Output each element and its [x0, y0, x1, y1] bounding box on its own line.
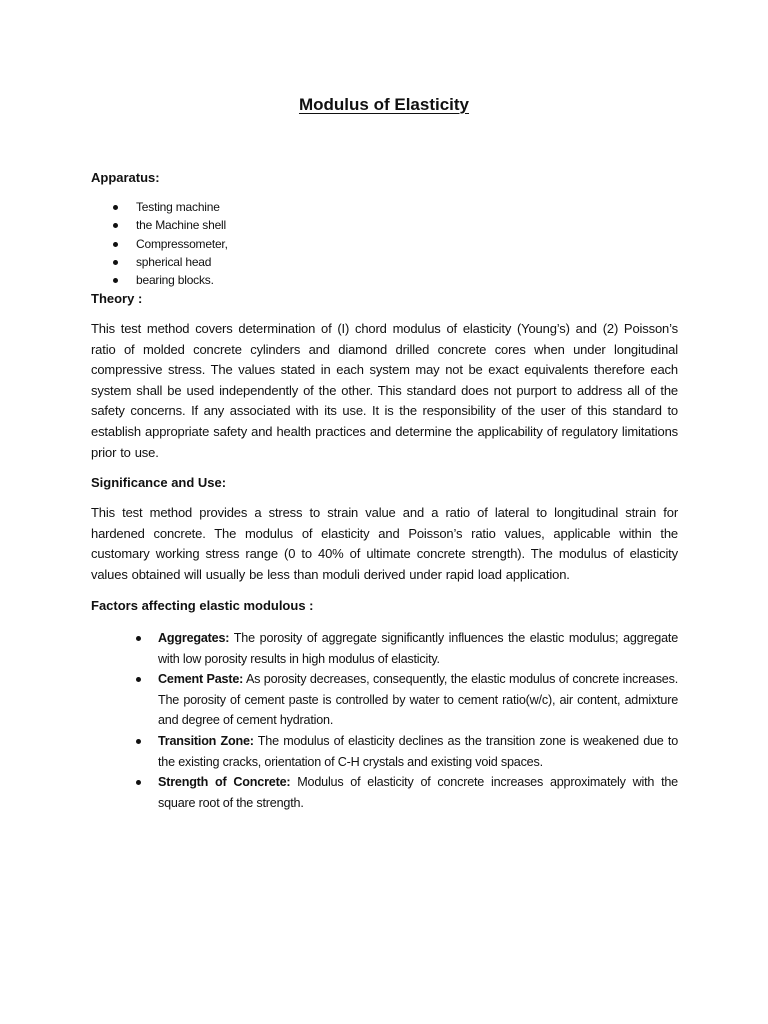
factor-term: Cement Paste: — [158, 672, 244, 687]
apparatus-list — [91, 198, 228, 289]
apparatus-heading: Apparatus: — [91, 170, 160, 185]
significance-paragraph: This test method provides a stress to strain value and a ratio of lateral to longitudinal strain for hardened concrete. The modulus of elasticity and Poisson’s ratio values, applicable within the customary working stress range (0 to 40% of ultimate concrete strength). The modulus of elasticity values obtained will usually be less than moduli derived under rapid load application. — [91, 505, 678, 582]
page-title — [0, 95, 768, 115]
factor-item-aggregates — [91, 628, 678, 669]
factor-term: Strength of Concrete: — [158, 775, 291, 790]
factor-item-strength — [91, 772, 678, 813]
apparatus-item: the Machine shell — [91, 216, 228, 234]
factor-item-cement-paste — [91, 669, 678, 731]
apparatus-item: Testing machine — [91, 198, 228, 216]
factor-text: Modulus of elasticity of concrete increases approximately with the square root of the strength. — [158, 775, 678, 810]
factors-heading: Factors affecting elastic modulous : — [91, 598, 314, 613]
factor-item-transition-zone — [91, 731, 678, 772]
apparatus-item: bearing blocks. — [91, 271, 228, 289]
theory-paragraph: This test method covers determination of (I) chord modulus of elasticity (Young’s) and (2) Poisson’s ratio of molded concrete cylinders and diamond drilled concrete cores when under longitudinal compressive stress. The values stated in each system may not be exact equivalents therefore each system shall be used independently of the other. This standard does not purport to address all of the safety concerns. If any associated with its use. It is the responsibility of the user of this standard to establish appropriate safety and health practices and determine the applicability of regulatory limitations prior to use. — [91, 321, 678, 460]
significance-heading: Significance and Use: — [91, 475, 227, 490]
factor-text: As porosity decreases, consequently, the elastic modulus of concrete increases. The porosity of cement paste is controlled by water to cement ratio(w/c), air content, admixture and degree of cement hydration. — [158, 672, 678, 728]
factor-text: The modulus of elasticity declines as the transition zone is weakened due to the existing cracks, orientation of C-H crystals and existing void spaces. — [158, 733, 678, 769]
theory-heading: Theory : — [91, 291, 143, 306]
factor-term: Transition Zone: — [158, 733, 254, 748]
apparatus-item: spherical head — [91, 253, 228, 271]
page-title-text: Modulus of Elasticity — [298, 95, 470, 114]
factor-term: Aggregates: — [158, 631, 230, 645]
factors-list — [91, 628, 678, 813]
factor-text: The porosity of aggregate significantly influences the elastic modulus; aggregate with low porosity results in high modulus of elasticity. — [158, 631, 678, 666]
apparatus-item: Compressometer, — [91, 235, 228, 253]
